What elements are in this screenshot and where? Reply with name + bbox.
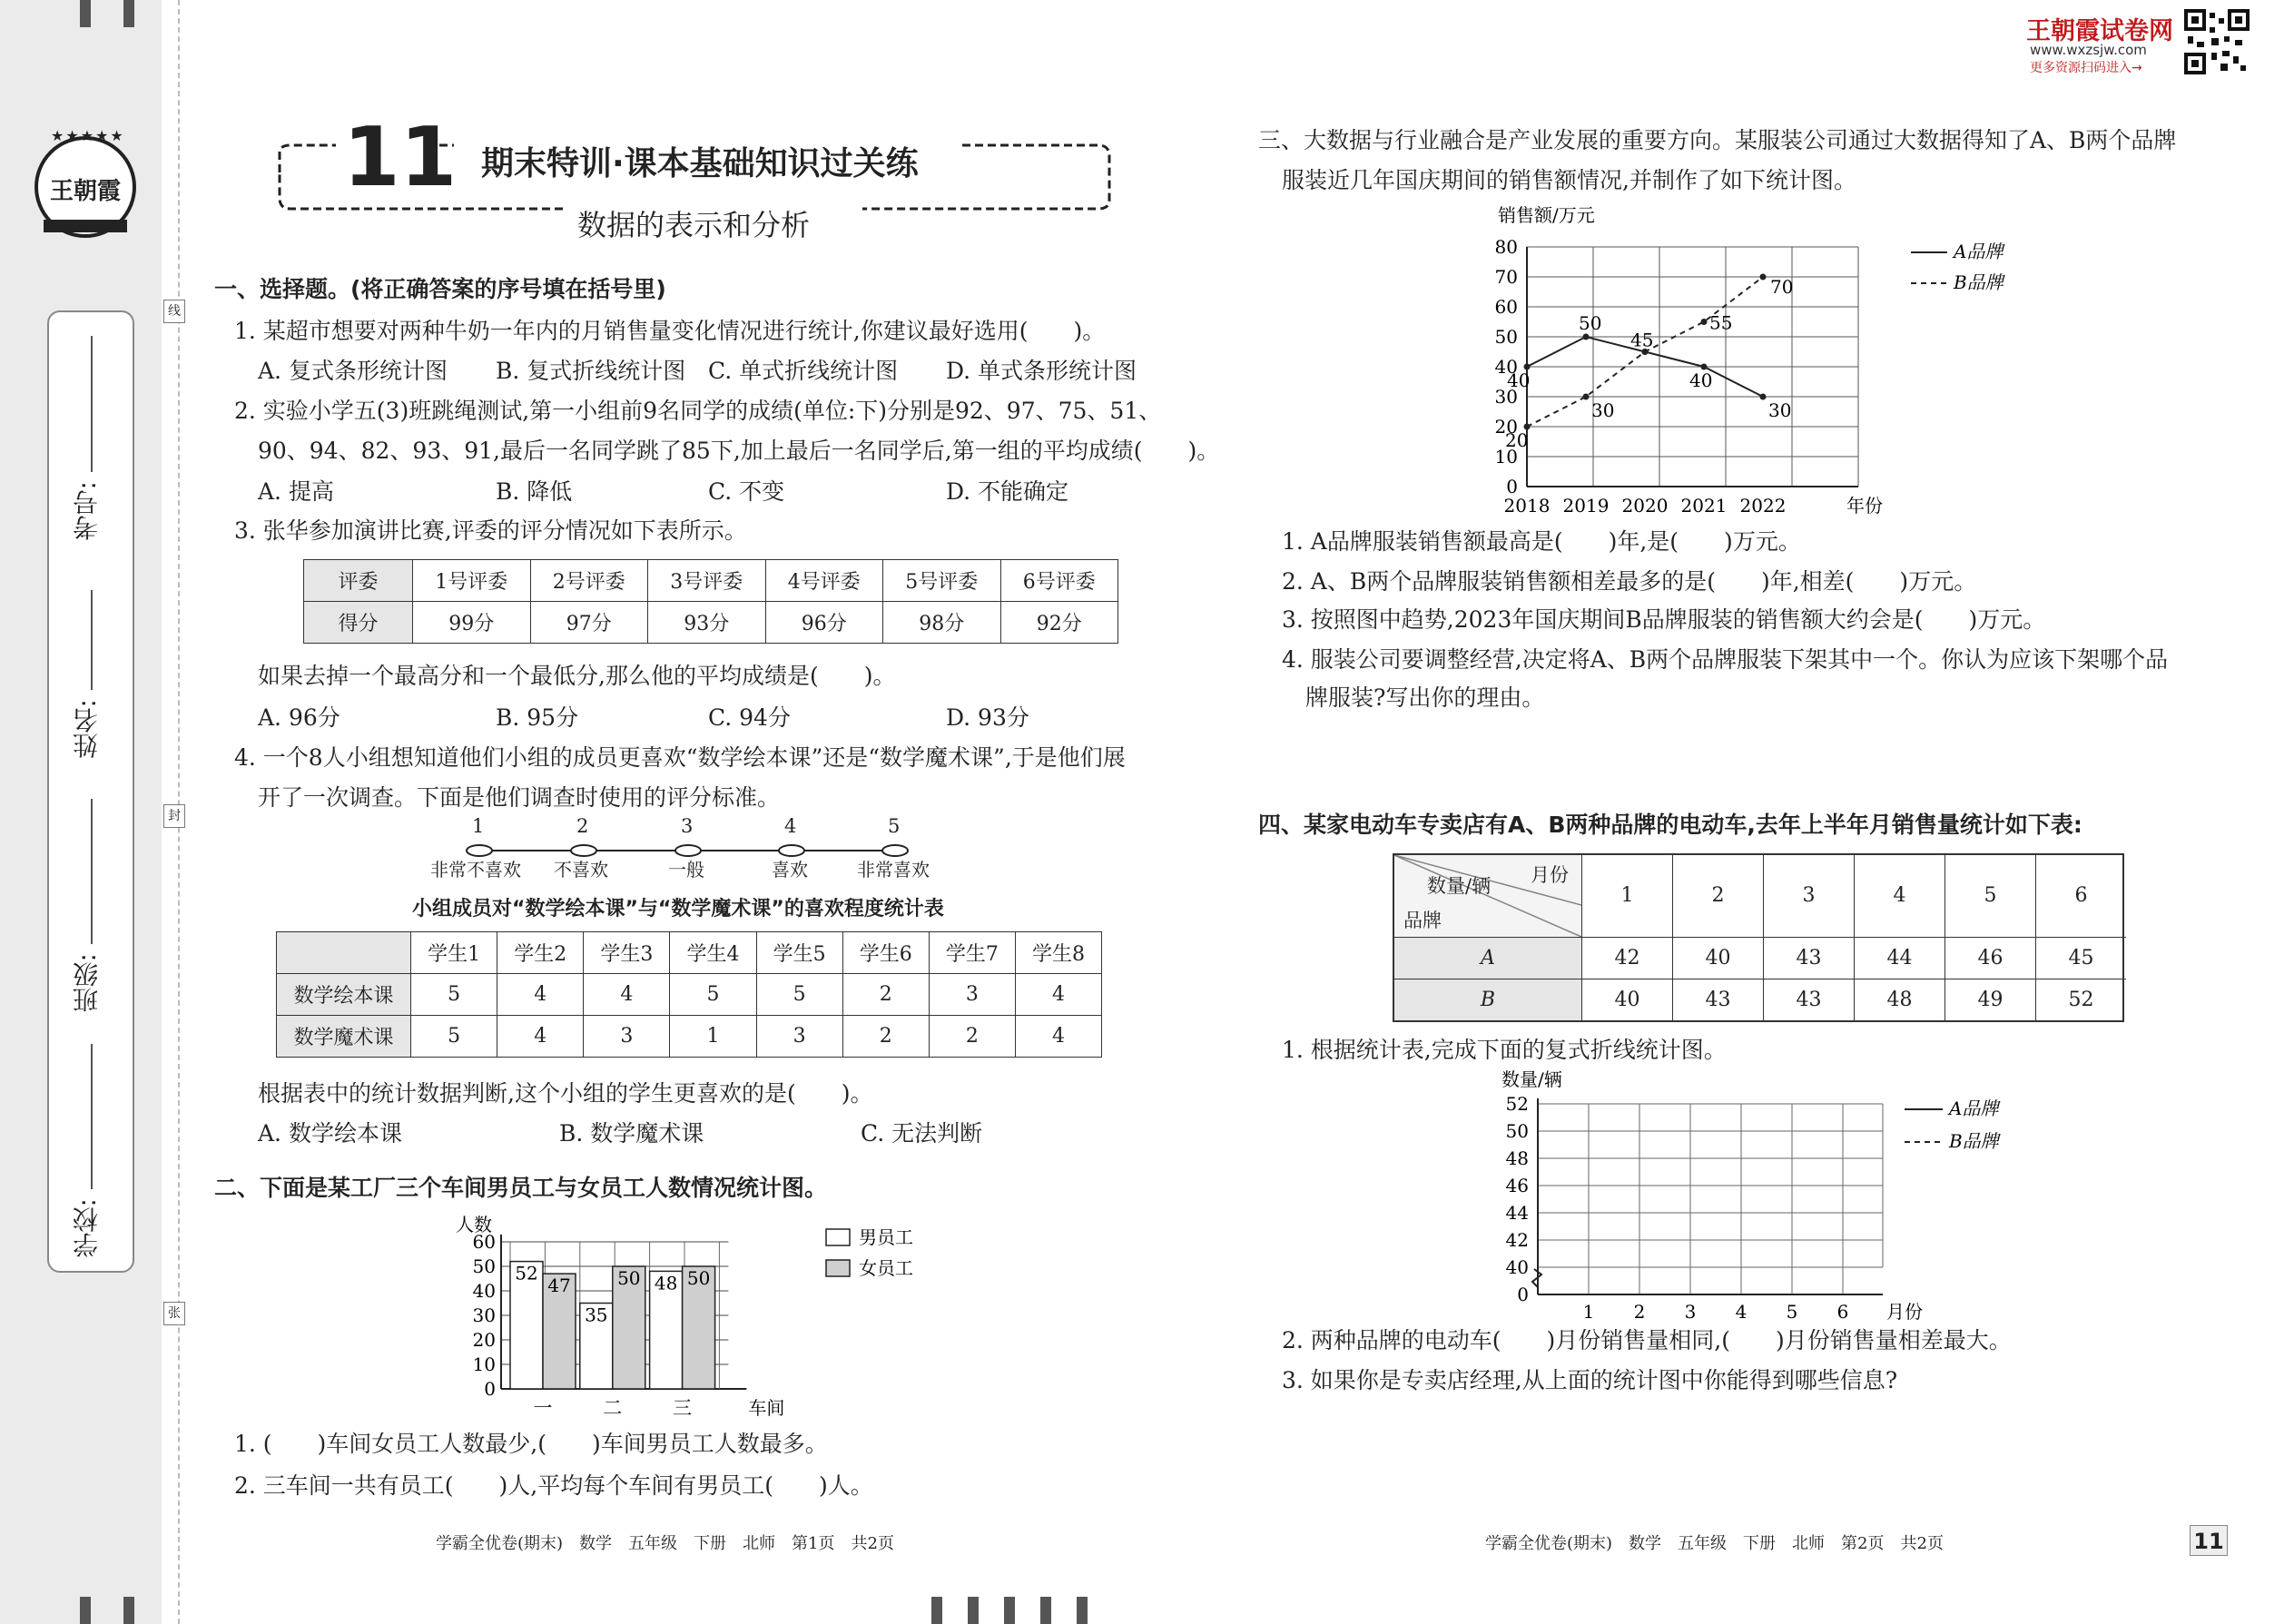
x-tick-label: 二 (603, 1397, 623, 1416)
class-label: 班级: (72, 953, 102, 1013)
x-axis-label: 年份 (1846, 495, 1883, 517)
table-row-label: B (1394, 979, 1581, 1020)
x-tick-label: 2019 (1562, 495, 1610, 517)
table-header: 学生4 (670, 932, 756, 974)
s4-q3: 3. 如果你是专卖店经理,从上面的统计图中你能得到哪些信息? (1282, 1367, 1898, 1393)
data-label: 40 (1507, 369, 1531, 391)
data-point (1583, 394, 1590, 400)
q2-option-b[interactable]: B. 降低 (496, 478, 573, 505)
q2-line1: 2. 实验小学五(3)班跳绳测试,第一小组前9名同学的成绩(单位:下)分别是92、97、75、51、 (234, 398, 1162, 424)
y-tick-label: 70 (1494, 266, 1518, 288)
y-tick-label: 44 (1505, 1202, 1529, 1224)
registration-mark (80, 0, 91, 27)
x-tick-label: 2018 (1503, 495, 1551, 517)
s3-q3: 3. 按照图中趋势,2023年国庆期间B品牌服装的销售额大约会是( )万元。 (1282, 606, 2046, 633)
q4-line1: 4. 一个8人小组想知道他们小组的成员更喜欢“数学绘本课”还是“数学魔术课”,于是他们展 (234, 744, 1126, 771)
x-tick-label: 1 (1582, 1301, 1595, 1322)
x-tick-label: 2020 (1621, 495, 1669, 517)
unit-number: 11 (343, 110, 458, 205)
q3-option-d[interactable]: D. 93分 (946, 704, 1029, 731)
table-header: 1 (1581, 855, 1672, 937)
table-cell: 40 (1672, 937, 1763, 979)
scale-number: 3 (681, 815, 694, 837)
brand-url[interactable]: www.wxzsjw.com (2030, 42, 2147, 58)
scale-number: 4 (784, 815, 797, 837)
scale-label: 非常喜欢 (857, 859, 930, 881)
x-tick-label: 6 (1836, 1301, 1849, 1322)
table-row-label: 数学魔术课 (277, 1016, 411, 1058)
s3-line1: 三、大数据与行业融合是产业发展的重要方向。某服装公司通过大数据得知了A、B两个品牌 (1258, 127, 2177, 153)
x-tick-label: 2021 (1680, 495, 1728, 517)
x-axis-label: 月份 (1886, 1301, 1923, 1322)
y-tick-label: 80 (1494, 236, 1518, 258)
q3-after: 如果去掉一个最高分和一个最低分,那么他的平均成绩是( )。 (258, 663, 896, 689)
table-header: 3号评委 (648, 560, 766, 602)
data-label: 47 (547, 1275, 571, 1297)
y-tick-label: 48 (1505, 1147, 1529, 1169)
table-cell: 93分 (648, 602, 766, 644)
x-tick-label: 3 (1684, 1301, 1697, 1322)
table-row-label: A (1394, 937, 1581, 979)
seal-mark: 张 (163, 1302, 185, 1325)
data-label: 50 (686, 1267, 711, 1289)
x-tick-label: 2 (1633, 1301, 1646, 1322)
y-tick-label: 0 (1517, 1284, 1529, 1305)
legend-label: A品牌 (1949, 1097, 1999, 1119)
s2-q1: 1. ( )车间女员工人数最少,( )车间男员工人数最多。 (234, 1431, 828, 1457)
table-header: 4号评委 (765, 560, 883, 602)
table-header: 6 (2035, 855, 2126, 937)
y-tick-label: 60 (1494, 296, 1518, 318)
table-cell: 5 (670, 974, 756, 1016)
x-tick-label: 4 (1735, 1301, 1748, 1322)
table-header: 学生8 (1015, 932, 1101, 974)
table-cell: 3 (756, 1016, 842, 1058)
y-tick-label: 20 (1494, 416, 1518, 438)
school-label: 学校: (72, 1198, 102, 1258)
table-header: 5 (1944, 855, 2035, 937)
registration-mark (80, 1597, 91, 1624)
table-cell: 44 (1854, 937, 1944, 979)
data-label: 35 (585, 1304, 608, 1326)
registration-mark (1040, 1597, 1051, 1624)
registration-mark (931, 1597, 942, 1624)
y-tick-label: 30 (1494, 386, 1518, 408)
y-tick-label: 40 (472, 1280, 496, 1302)
table-header: 6号评委 (1000, 560, 1118, 602)
section2-title: 二、下面是某工厂三个车间男员工与女员工人数情况统计图。 (214, 1175, 828, 1201)
table-header: 学生3 (584, 932, 670, 974)
q3-option-b[interactable]: B. 95分 (496, 704, 579, 731)
y-axis-label: 数量/辆 (1501, 1068, 1562, 1090)
table-cell: 43 (1672, 979, 1763, 1020)
table-cell: 98分 (883, 602, 1001, 644)
s2-q2: 2. 三车间一共有员工( )人,平均每个车间有男员工( )人。 (234, 1472, 873, 1499)
y-tick-label: 40 (1505, 1256, 1529, 1278)
q4-option-a[interactable]: A. 数学绘本课 (258, 1120, 402, 1147)
table-header: 学生5 (756, 932, 842, 974)
table-cell: 92分 (1000, 602, 1118, 644)
table-header: 1号评委 (413, 560, 531, 602)
scale-number: 5 (888, 815, 901, 837)
y-tick-label: 50 (472, 1255, 496, 1277)
data-label: 30 (1591, 399, 1615, 421)
workshop-bar-chart (454, 1207, 962, 1416)
y-tick-label: 0 (1506, 476, 1518, 497)
data-point (1583, 334, 1590, 340)
table-header: 学生1 (411, 932, 497, 974)
table-cell: 4 (497, 974, 584, 1016)
legend-swatch (826, 1260, 850, 1276)
scale-label: 一般 (668, 859, 704, 881)
q4-after: 根据表中的统计数据判断,这个小组的学生更喜欢的是( )。 (258, 1080, 873, 1107)
y-tick-label: 50 (1505, 1120, 1529, 1142)
section1-title: 一、选择题。(将正确答案的序号填在括号里) (214, 276, 666, 302)
footer-right: 学霸全优卷(期末) 数学 五年级 下册 北师 第2页 共2页 (1485, 1534, 1944, 1553)
page-number: 11 (2190, 1525, 2228, 1556)
section4-title: 四、某家电动车专卖店有A、B两种品牌的电动车,去年上半年月销售量统计如下表: (1258, 812, 2082, 838)
y-axis-label: 销售额/万元 (1498, 204, 1595, 226)
registration-mark (123, 0, 134, 27)
table-cell: 4 (497, 1016, 584, 1058)
name-label: 姓名: (72, 699, 102, 759)
seal-mark: 封 (163, 804, 185, 828)
table-cell: 49 (1944, 979, 2035, 1020)
scale-number: 1 (472, 815, 485, 837)
table-cell: 99分 (413, 602, 531, 644)
scale-label: 喜欢 (772, 859, 808, 881)
y-tick-label: 50 (1494, 326, 1518, 348)
q2-option-a[interactable]: A. 提高 (258, 478, 334, 505)
data-label: 70 (1770, 276, 1794, 298)
legend-label: 女员工 (859, 1257, 913, 1279)
sales-table (1393, 853, 2124, 1022)
data-label: 30 (1768, 399, 1792, 421)
legend-label: B品牌 (1949, 1130, 1999, 1152)
s3-q2: 2. A、B两个品牌服装销售额相差最多的是( )年,相差( )万元。 (1282, 568, 1977, 595)
y-tick-label: 20 (472, 1329, 496, 1351)
legend-label: B品牌 (1954, 271, 2004, 293)
data-label: 20 (1505, 429, 1529, 451)
exam-number-label: 考号: (72, 481, 102, 541)
page-title: 期末特训·课本基础知识过关练 (481, 145, 919, 182)
q1-option-d[interactable]: D. 单式条形统计图 (946, 358, 1137, 384)
q1-option-a[interactable]: A. 复式条形统计图 (258, 358, 448, 384)
s3-q4b: 牌服装?写出你的理由。 (1305, 684, 1545, 711)
table-cell: 96分 (765, 602, 883, 644)
scale-number: 2 (576, 815, 589, 837)
x-axis-label: 车间 (748, 1397, 785, 1416)
table-header: 学生2 (497, 932, 584, 974)
table-cell: 2 (842, 1016, 929, 1058)
x-tick-label: 2022 (1739, 495, 1787, 517)
table-cell: 43 (1763, 937, 1854, 979)
data-label: 52 (515, 1262, 538, 1284)
legend-label: 男员工 (859, 1226, 913, 1248)
s4-q1: 1. 根据统计表,完成下面的复式折线统计图。 (1282, 1037, 1727, 1063)
table-header (277, 932, 411, 974)
q1-text: 1. 某超市想要对两种牛奶一年内的月销售量变化情况进行统计,你建议最好选用( )。 (234, 318, 1106, 344)
y-tick-label: 46 (1505, 1175, 1529, 1196)
table-cell: 52 (2035, 979, 2126, 1020)
table-cell: 得分 (304, 602, 413, 644)
school-field[interactable] (91, 1044, 93, 1189)
q4-table-title: 小组成员对“数学绘本课”与“数学魔术课”的喜欢程度统计表 (412, 898, 944, 920)
q3-option-a[interactable]: A. 96分 (258, 704, 340, 731)
q2-line2: 90、94、82、93、91,最后一名同学跳了85下,加上最后一名同学后,第一组的平均成绩( )。 (258, 438, 1220, 464)
q4-option-c[interactable]: C. 无法判断 (861, 1120, 983, 1147)
y-tick-label: 42 (1505, 1229, 1529, 1251)
table-header: 学生7 (929, 932, 1015, 974)
table-header: 学生6 (842, 932, 929, 974)
s4-q2: 2. 两种品牌的电动车( )月份销售量相同,( )月份销售量相差最大。 (1282, 1327, 2012, 1353)
table-cell: 2 (929, 1016, 1015, 1058)
table-cell: 4 (584, 974, 670, 1016)
table-header: 4 (1854, 855, 1944, 937)
table-cell: 4 (1015, 974, 1101, 1016)
table-header: 评委 (304, 560, 413, 602)
table-cell: 2 (842, 974, 929, 1016)
table-cell: 48 (1854, 979, 1944, 1020)
q3-option-c[interactable]: C. 94分 (708, 704, 791, 731)
qr-code-icon[interactable] (2184, 9, 2250, 74)
x-tick-label: 5 (1786, 1301, 1798, 1322)
blank-line-chart[interactable] (1489, 1068, 2070, 1322)
q4-line2: 开了一次调查。下面是他们调查时使用的评分标准。 (258, 784, 781, 811)
table-header: 5号评委 (883, 560, 1001, 602)
table-header: 3 (1763, 855, 1854, 937)
table-cell: 42 (1581, 937, 1672, 979)
data-label: 45 (1630, 329, 1654, 351)
q4-option-b[interactable]: B. 数学魔术课 (559, 1120, 704, 1147)
data-label: 48 (654, 1272, 678, 1294)
table-cell: 40 (1581, 979, 1672, 1020)
corner-month-label: 月份 (1531, 864, 1569, 886)
q3-text: 3. 张华参加演讲比赛,评委的评分情况如下表所示。 (234, 517, 747, 544)
table-row-label: 数学绘本课 (277, 974, 411, 1016)
preference-table (276, 931, 1102, 1058)
registration-mark (1004, 1597, 1015, 1624)
data-label: 40 (1689, 369, 1713, 391)
registration-mark (1077, 1597, 1088, 1624)
y-tick-label: 52 (1505, 1093, 1529, 1115)
y-tick-label: 10 (472, 1353, 496, 1375)
table-cell: 43 (1763, 979, 1854, 1020)
publisher-logo: ★★★★★ 王朝霞 (34, 136, 136, 238)
legend-swatch (826, 1229, 850, 1245)
y-tick-label: 30 (472, 1304, 496, 1326)
data-label: 50 (617, 1267, 641, 1289)
name-field[interactable] (91, 590, 93, 690)
y-tick-label: 40 (1494, 356, 1518, 378)
corner-brand-label: 品牌 (1403, 910, 1442, 931)
class-field[interactable] (91, 799, 93, 944)
x-tick-label: 三 (673, 1397, 693, 1416)
x-tick-label: 一 (533, 1397, 553, 1416)
table-header: 2 (1672, 855, 1763, 937)
table-header: 2号评委 (530, 560, 648, 602)
y-tick-label: 60 (472, 1231, 496, 1253)
data-label: 50 (1579, 312, 1602, 334)
registration-mark (968, 1597, 979, 1624)
judge-score-table (303, 559, 1118, 644)
y-tick-label: 10 (1494, 446, 1518, 468)
footer-left: 学霸全优卷(期末) 数学 五年级 下册 北师 第1页 共2页 (436, 1534, 894, 1553)
data-point (1760, 394, 1767, 400)
s3-q1: 1. A品牌服装销售额最高是( )年,是( )万元。 (1282, 528, 1801, 555)
scale-label: 非常不喜欢 (430, 859, 521, 881)
table-cell: 97分 (530, 602, 648, 644)
scale-label: 不喜欢 (554, 859, 608, 881)
s3-q4a: 4. 服装公司要调整经营,决定将A、B两个品牌服装下架其中一个。你认为应该下架哪个品 (1282, 646, 2169, 673)
q1-option-b[interactable]: B. 复式折线统计图 (496, 358, 686, 384)
page-subtitle: 数据的表示和分析 (577, 208, 811, 242)
sales-line-chart (1452, 202, 2015, 519)
table-cell: 1 (670, 1016, 756, 1058)
table-cell: 45 (2035, 937, 2126, 979)
s3-line2: 服装近几年国庆期间的销售额情况,并制作了如下统计图。 (1282, 167, 1856, 193)
q1-option-c[interactable]: C. 单式折线统计图 (708, 358, 899, 384)
q2-option-d[interactable]: D. 不能确定 (946, 478, 1069, 505)
brand-tip: 更多资源扫码进入→ (2030, 61, 2142, 75)
table-cell: 3 (929, 974, 1015, 1016)
data-label: 55 (1709, 311, 1733, 334)
table-cell: 5 (411, 974, 497, 1016)
table-cell: 4 (1015, 1016, 1101, 1058)
brand-name[interactable]: 王朝霞试卷网 (2026, 17, 2173, 45)
data-point (1760, 274, 1767, 281)
table-cell: 5 (411, 1016, 497, 1058)
seal-mark: 线 (163, 300, 185, 323)
table-cell: 3 (584, 1016, 670, 1058)
table-cell: 46 (1944, 937, 2035, 979)
y-axis-label: 人数 (456, 1214, 492, 1235)
exam-number-field[interactable] (91, 336, 93, 472)
legend-label: A品牌 (1954, 241, 2004, 262)
data-point (1701, 319, 1708, 325)
q2-option-c[interactable]: C. 不变 (708, 478, 785, 505)
table-cell: 5 (756, 974, 842, 1016)
registration-mark (123, 1597, 134, 1624)
corner-quantity-label: 数量/辆 (1427, 875, 1492, 897)
y-tick-label: 0 (484, 1378, 496, 1400)
